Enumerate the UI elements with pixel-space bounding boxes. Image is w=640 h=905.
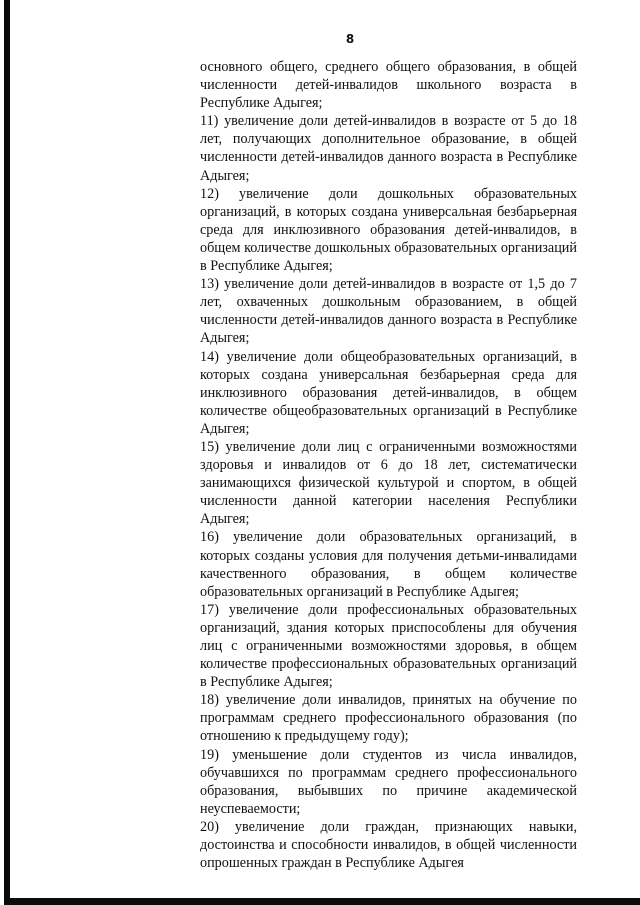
- list-item: 20) увеличение доли граждан, признающих навыки, достоинства и способности инвалидов, в общей численности опрошенных граждан в Республике Адыгея: [200, 818, 577, 872]
- document-body: [200, 58, 577, 872]
- scan-border-bottom: [4, 898, 640, 905]
- list-item: основного общего, среднего общего образования, в общей численности детей-инвалидов школьного возраста в Республике Адыгея;: [200, 59, 577, 112]
- list-item: 14) увеличение доли общеобразовательных организаций, в которых создана универсальная безбарьерная среда для инклюзивного образования детей-инвалидов, в общем количестве общеобразовательных организаций в Республике Адыгея;: [200, 348, 577, 437]
- list-item: 16) увеличение доли образовательных организаций, в которых созданы условия для получения детьми-инвалидами качественного образования, в общем количестве образовательных организаций в Республике Адыгея;: [200, 529, 577, 600]
- list-item: 18) увеличение доли инвалидов, принятых на обучение по программам среднего профессионального образования (по отношению к предыдущему году);: [200, 692, 577, 745]
- list-item: 19) уменьшение доли студентов из числа инвалидов, обучавшихся по программам среднего профессионального образования, выбывших по причине академической неуспеваемости;: [200, 746, 577, 817]
- page-number: 8: [345, 32, 355, 46]
- scan-border-left: [4, 0, 10, 904]
- list-item: 13) увеличение доли детей-инвалидов в возрасте от 1,5 до 7 лет, охваченных дошкольным образованием, в общей численности детей-инвалидов данного возраста в Республике Адыгея;: [200, 276, 577, 347]
- list-item: 17) увеличение доли профессиональных образовательных организаций, здания которых приспособлены для обучения лиц с ограниченными возможностями здоровья, в общем количестве профессиональных образовательных организаций в Республике Адыгея;: [200, 601, 577, 691]
- list-item: 11) увеличение доли детей-инвалидов в возрасте от 5 до 18 лет, получающих дополнительное образование, в общей численности детей-инвалидов данного возраста в Республике Адыгея;: [200, 113, 577, 184]
- list-item: 15) увеличение доли лиц с ограниченными возможностями здоровья и инвалидов от 6 до 18 лет, систематически занимающихся физической культурой и спортом, в общей численности данной категории населения Республики Адыгея;: [200, 438, 577, 528]
- list-item: 12) увеличение доли дошкольных образовательных организаций, в которых создана универсальная безбарьерная среда для инклюзивного образования детей-инвалидов, в общем количестве дошкольных образовательных организаций в Республике Адыгея;: [200, 185, 577, 275]
